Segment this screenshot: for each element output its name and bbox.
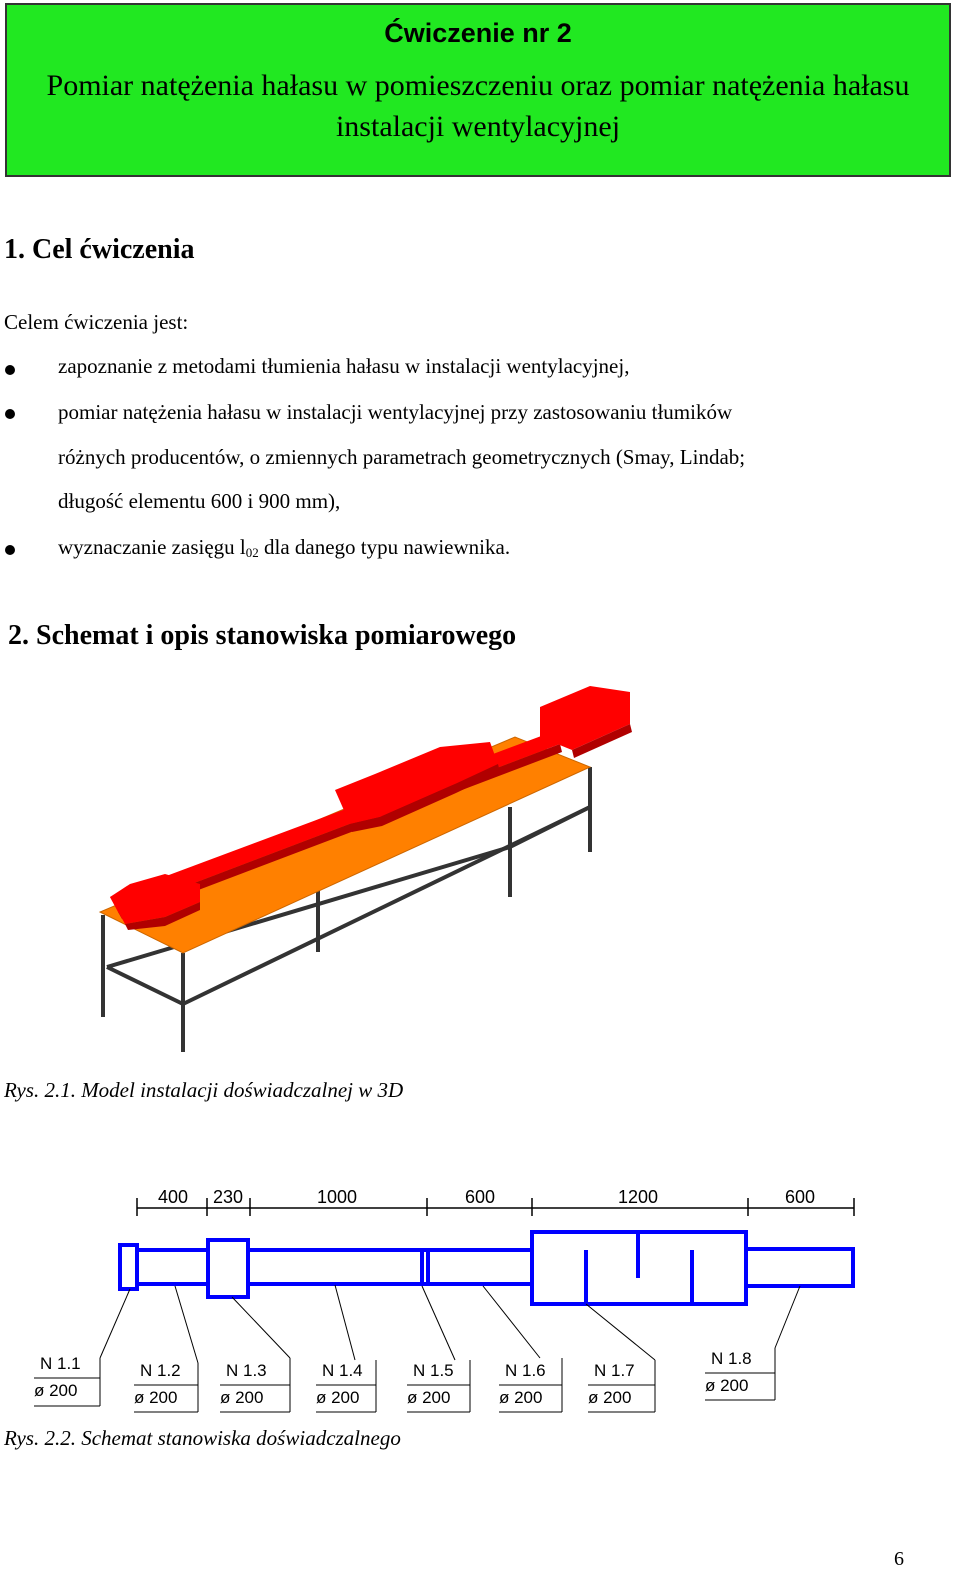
section-2-heading: 2. Schemat i opis stanowiska pomiarowego bbox=[8, 620, 517, 651]
exercise-title: Ćwiczenie nr 2 bbox=[384, 18, 572, 48]
measurement-point-id: N 1.1 bbox=[40, 1354, 81, 1373]
measurement-point-diameter: ø 200 bbox=[499, 1388, 543, 1407]
goal-item-2-line-1: pomiar natężenia hałasu w instalacji wentylacyjnej przy zastosowaniu tłumików bbox=[58, 400, 733, 424]
measurement-point-diameter: ø 200 bbox=[407, 1388, 451, 1407]
leader-line bbox=[100, 1285, 800, 1363]
figure-1-caption: Rys. 2.1. Model instalacji doświadczalnej w 3D bbox=[4, 1078, 404, 1102]
dimension-label: 600 bbox=[784, 1187, 816, 1207]
title-banner bbox=[5, 3, 951, 177]
goal-item-2-line-3: długość elementu 600 i 900 mm), bbox=[58, 489, 341, 513]
dimension-label: 600 bbox=[464, 1187, 496, 1207]
goal-item-2-line-2: różnych producentów, o zmiennych parametrach geometrycznych (Smay, Lindab; bbox=[58, 445, 746, 469]
measurement-point-diameter: ø 200 bbox=[34, 1381, 78, 1400]
goal-item-3: wyznaczanie zasięgu $l_{02}$ dla danego typu nawiewnika. bbox=[58, 535, 511, 560]
test-stand-schematic bbox=[0, 1178, 960, 1428]
bullet-marker bbox=[5, 409, 15, 419]
measurement-point-id: N 1.6 bbox=[505, 1361, 546, 1380]
measurement-point-id: N 1.4 bbox=[322, 1361, 363, 1380]
dimension-label: 1200 bbox=[617, 1187, 659, 1207]
dimension-label: 230 bbox=[212, 1187, 244, 1207]
goal-item-1: zapoznanie z metodami tłumienia hałasu w instalacji wentylacyjnej, bbox=[58, 354, 630, 378]
measurement-point-diameter: ø 200 bbox=[316, 1388, 360, 1407]
section-1-intro: Celem ćwiczenia jest: bbox=[4, 310, 189, 334]
bullet-marker bbox=[5, 365, 15, 375]
duct-line bbox=[120, 1232, 853, 1304]
dimension-line bbox=[137, 1198, 854, 1216]
measurement-point-diameter: ø 200 bbox=[220, 1388, 264, 1407]
installation-3d-model bbox=[90, 672, 650, 1057]
measurement-point-id: N 1.7 bbox=[594, 1361, 635, 1380]
dimension-label: 1000 bbox=[316, 1187, 358, 1207]
measurement-point-id: N 1.2 bbox=[140, 1361, 181, 1380]
page-number: 6 bbox=[894, 1548, 904, 1570]
section-1-heading: 1. Cel ćwiczenia bbox=[4, 234, 195, 265]
measurement-point-id: N 1.5 bbox=[413, 1361, 454, 1380]
measurement-point-id: N 1.8 bbox=[711, 1349, 752, 1368]
dimension-label: 400 bbox=[157, 1187, 189, 1207]
measurement-point-diameter: ø 200 bbox=[588, 1388, 632, 1407]
figure-2-caption: Rys. 2.2. Schemat stanowiska doświadczalnego bbox=[4, 1426, 401, 1450]
exercise-subtitle: Pomiar natężenia hałasu w pomieszczeniu oraz pomiar natężenia hałasu instalacji wentylacyjnej bbox=[46, 69, 910, 143]
bullet-marker bbox=[5, 545, 15, 555]
measurement-point-id: N 1.3 bbox=[226, 1361, 267, 1380]
measurement-point-diameter: ø 200 bbox=[705, 1376, 749, 1395]
measurement-point-diameter: ø 200 bbox=[134, 1388, 178, 1407]
